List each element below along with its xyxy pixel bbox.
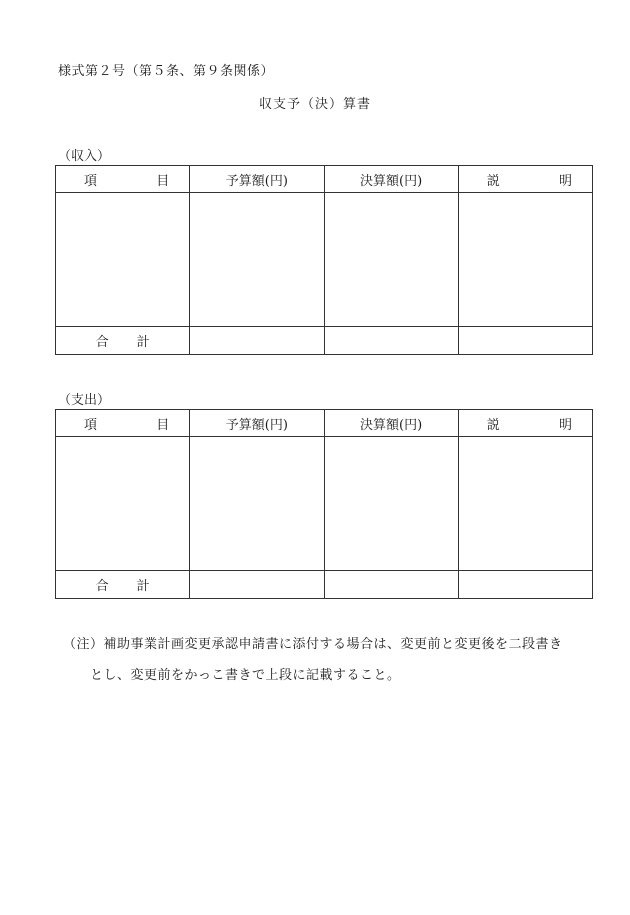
expense-header-row xyxy=(56,410,593,437)
expense-total-label xyxy=(56,571,190,599)
income-body-row xyxy=(56,193,593,327)
income-budget-cell[interactable] xyxy=(190,193,324,327)
expense-body-row xyxy=(56,437,593,571)
header-description xyxy=(458,166,592,193)
form-number: 様式第２号（第５条、第９条関係） xyxy=(58,64,275,79)
header-item xyxy=(56,410,190,437)
expense-settlement-cell[interactable] xyxy=(324,437,458,571)
income-total-description[interactable] xyxy=(458,327,592,355)
header-item-char: 目 xyxy=(156,417,170,433)
header-item xyxy=(56,166,190,193)
expense-total-description[interactable] xyxy=(458,571,592,599)
income-description-cell[interactable] xyxy=(458,193,592,327)
header-item-char: 項 xyxy=(84,173,98,189)
expense-table xyxy=(55,409,593,599)
header-desc-char: 明 xyxy=(558,417,572,433)
income-settlement-cell[interactable] xyxy=(324,193,458,327)
document-title: 収支予（決）算書 xyxy=(258,97,371,112)
footnote-line-1: （注）補助事業計画変更承認申請書に添付する場合は、変更前と変更後を二段書き xyxy=(63,637,563,652)
header-item-char: 項 xyxy=(84,417,98,433)
expense-total-settlement[interactable] xyxy=(324,571,458,599)
income-total-settlement[interactable] xyxy=(324,327,458,355)
header-item-char: 目 xyxy=(156,173,170,189)
header-settlement: 決算額(円) xyxy=(324,166,458,193)
income-total-budget[interactable] xyxy=(190,327,324,355)
expense-budget-cell[interactable] xyxy=(190,437,324,571)
income-item-cell[interactable] xyxy=(56,193,190,327)
footnote xyxy=(63,629,603,691)
header-description xyxy=(458,410,592,437)
header-desc-char: 説 xyxy=(486,417,500,433)
footnote-line-2: とし、変更前をかっこ書きで上段に記載すること。 xyxy=(90,668,401,683)
income-header-row xyxy=(56,166,593,193)
header-settlement: 決算額(円) xyxy=(324,410,458,437)
header-desc-char: 説 xyxy=(486,173,500,189)
total-char: 計 xyxy=(136,579,150,594)
income-total-label xyxy=(56,327,190,355)
total-char: 合 xyxy=(95,335,109,350)
expense-total-budget[interactable] xyxy=(190,571,324,599)
expense-item-cell[interactable] xyxy=(56,437,190,571)
total-char: 計 xyxy=(136,335,150,350)
header-desc-char: 明 xyxy=(558,173,572,189)
total-char: 合 xyxy=(95,579,109,594)
expense-section-label: （支出） xyxy=(58,393,111,408)
income-section-label: （収入） xyxy=(58,149,111,164)
income-table xyxy=(55,165,593,355)
expense-description-cell[interactable] xyxy=(458,437,592,571)
income-total-row xyxy=(56,327,593,355)
expense-total-row xyxy=(56,571,593,599)
header-budget: 予算額(円) xyxy=(190,410,324,437)
header-budget: 予算額(円) xyxy=(190,166,324,193)
